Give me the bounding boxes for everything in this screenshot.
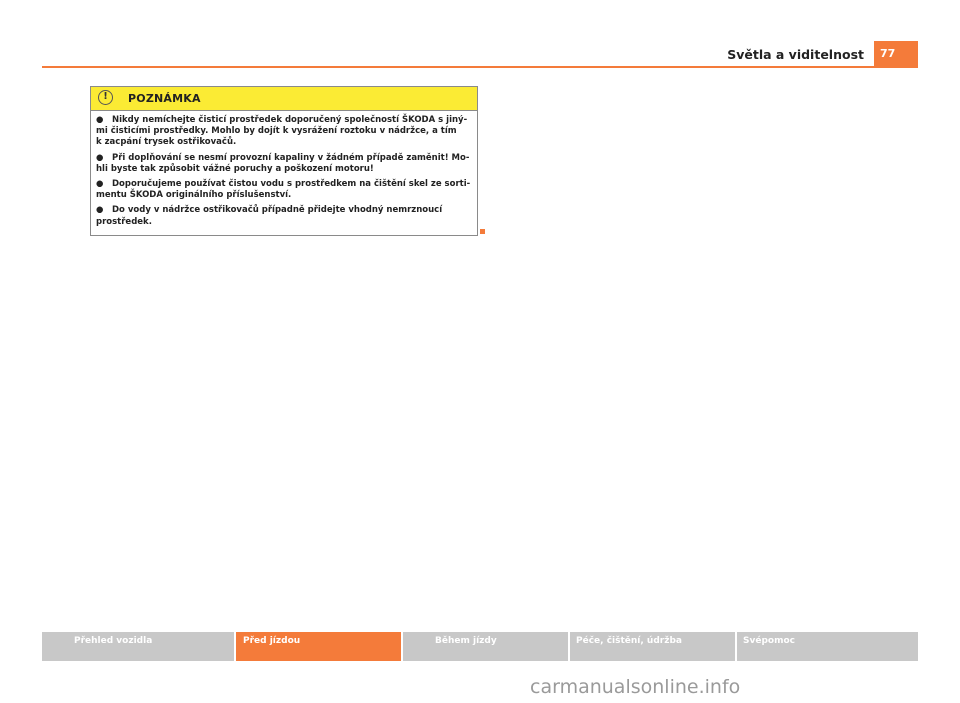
header-divider xyxy=(42,66,918,68)
note-item-line: Při doplňování se nesmí provozní kapaliny v žádném případě zaměnit! Mo- xyxy=(112,152,470,163)
note-item-line: Doporučujeme používat čistou vodu s prostředkem na čištění skel ze sorti- xyxy=(112,179,471,190)
note-item-line: Nikdy nemíchejte čisticí prostředek doporučený společností ŠKODA s jiný- xyxy=(112,115,468,125)
nav-tab-behem-jizdy[interactable]: Během jízdy xyxy=(403,632,568,661)
nav-tab-pred-jizdou[interactable]: Před jízdou xyxy=(236,632,401,661)
note-item-line: hli byste tak způsobit vážné poruchy a poškození motoru! xyxy=(96,163,374,174)
note-body xyxy=(91,111,477,228)
note-item xyxy=(96,153,471,175)
note-header xyxy=(91,87,477,111)
bullet-icon: ● xyxy=(96,179,104,190)
note-title: POZNÁMKA xyxy=(128,92,201,105)
section-title: Světla a viditelnost xyxy=(727,47,864,62)
note-item xyxy=(96,205,471,227)
nav-tab-prehled-vozidla[interactable]: Přehled vozidla xyxy=(42,632,234,661)
warning-exclamation-icon: ! xyxy=(98,90,113,105)
bullet-icon: ● xyxy=(96,205,104,216)
note-item-line: prostředek. xyxy=(96,216,152,227)
bullet-icon: ● xyxy=(96,152,104,163)
page-number: 77 xyxy=(874,41,918,67)
note-item xyxy=(96,115,471,149)
nav-tab-svepomoc[interactable]: Svépomoc xyxy=(737,632,918,661)
note-item-line: k zacpání trysek ostřikovačů. xyxy=(96,137,237,148)
watermark: carmanualsonline.info xyxy=(530,676,741,698)
nav-tab-pece-cisteni-udrzba[interactable]: Péče, čištění, údržba xyxy=(570,632,735,661)
note-item-line: mi čisticími prostředky. Mohlo by dojít k vysrážení roztoku v nádržce, a tím xyxy=(96,126,457,137)
footer-navigation xyxy=(42,632,918,661)
note-box xyxy=(90,86,478,236)
note-item xyxy=(96,179,471,201)
section-end-marker xyxy=(480,229,485,234)
bullet-icon: ● xyxy=(96,115,104,125)
note-item-line: mentu ŠKODA originálního příslušenství. xyxy=(96,190,292,201)
note-item-line: Do vody v nádržce ostřikovačů případně přidejte vhodný nemrznoucí xyxy=(112,205,443,216)
